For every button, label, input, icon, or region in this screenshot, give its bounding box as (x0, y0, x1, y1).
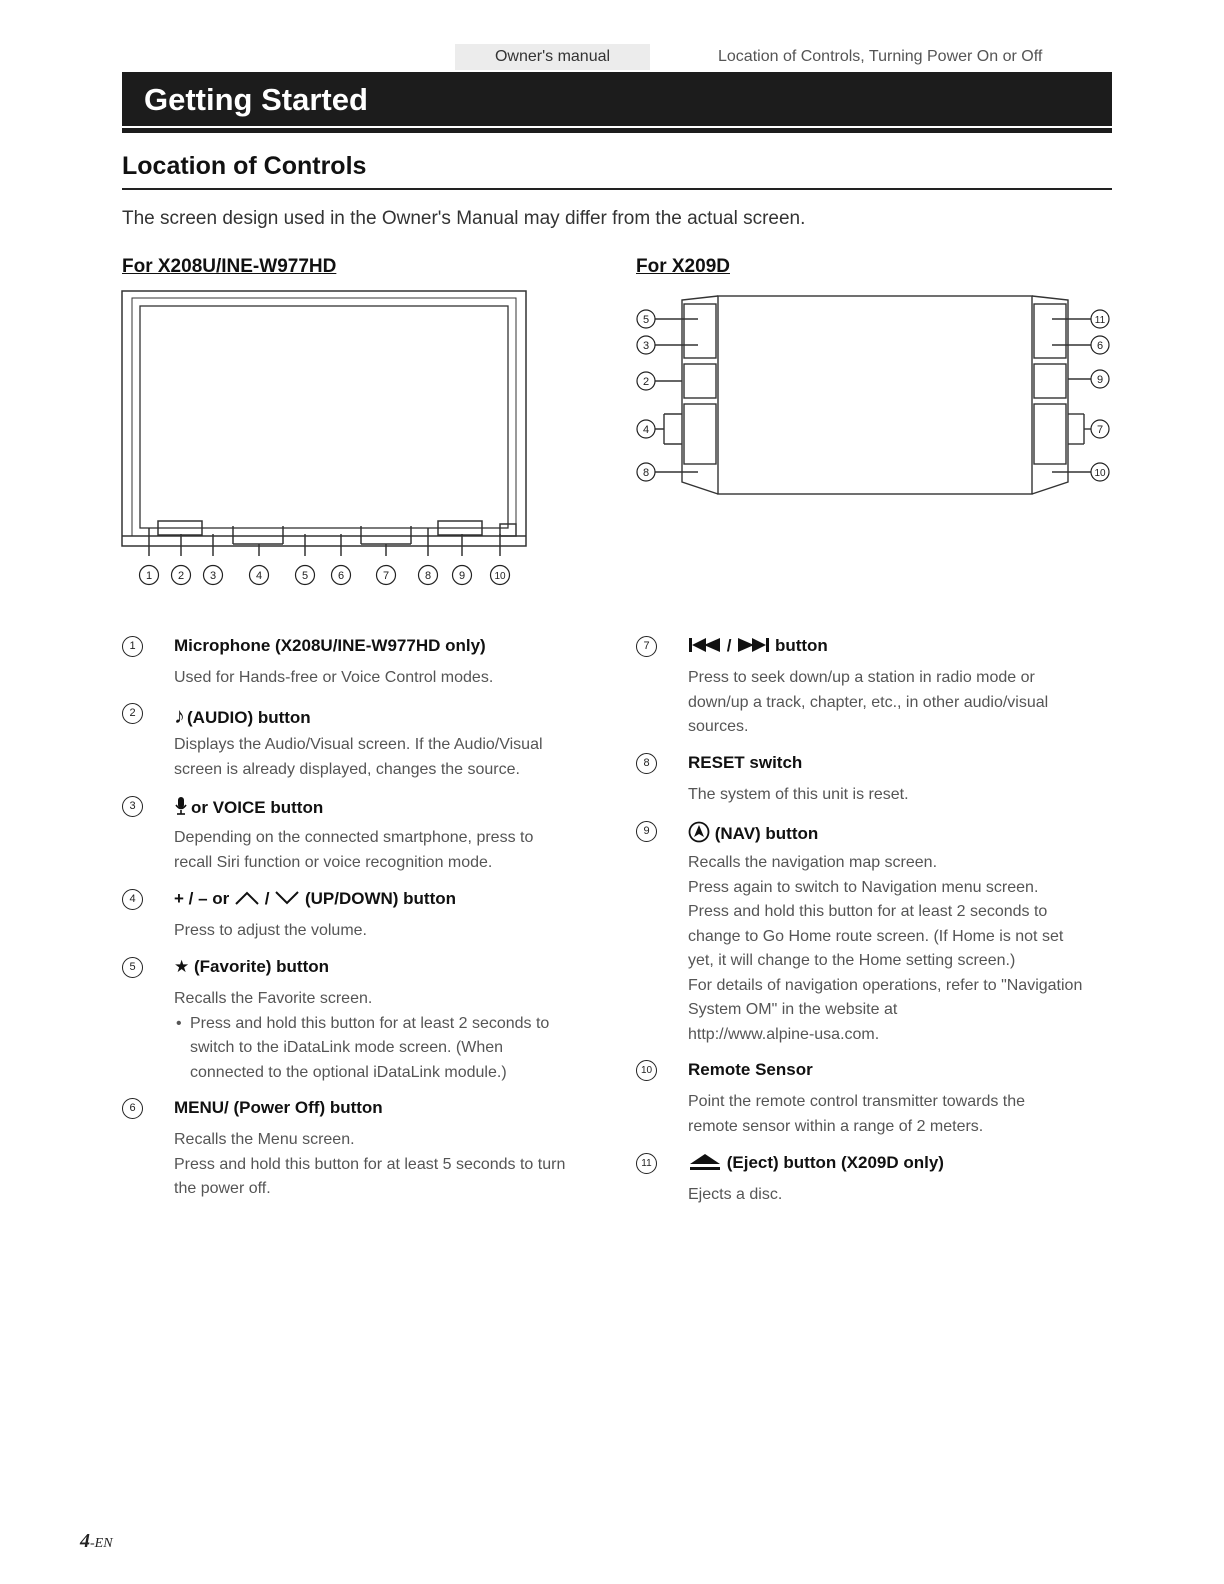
diagram-x208u (118, 288, 530, 593)
item-text: change to Go Home route screen. (If Home is not set (688, 927, 1064, 945)
svg-text:3: 3 (642, 340, 650, 352)
item-text: Press and hold this button for at least 5 seconds to turn (174, 1155, 566, 1173)
svg-text:8: 8 (424, 570, 432, 582)
item-number: 7 (636, 636, 657, 657)
item-title: or VOICE button (191, 798, 324, 817)
up-icon (234, 891, 260, 905)
eject-icon (688, 1153, 722, 1171)
item-bullet: • Press and hold this button for at least 2 seconds to (176, 1014, 550, 1032)
model-label-right: For X209D (636, 256, 730, 277)
item-number: 10 (636, 1060, 657, 1081)
callout-r9 (1091, 370, 1109, 388)
item-title: MENU/ (Power Off) button (174, 1098, 383, 1117)
svg-text:9: 9 (1096, 374, 1104, 386)
item-bullet-cont: connected to the optional iDataLink module.) (190, 1063, 507, 1081)
item-text: down/up a track, chapter, etc., in other audio/visual (688, 693, 1049, 711)
item-text: Point the remote control transmitter towards the (688, 1093, 1026, 1110)
callout-r8 (637, 463, 655, 481)
skip-back-icon (688, 637, 722, 653)
svg-text:1: 1 (145, 570, 153, 582)
callout-1 (140, 566, 159, 585)
item-number: 2 (122, 703, 143, 724)
callout-2 (172, 566, 191, 585)
svg-text:7: 7 (382, 570, 390, 582)
item-number: 5 (122, 957, 143, 978)
svg-text:11: 11 (1094, 315, 1106, 326)
item-title: Microphone (X208U/INE-W977HD only) (174, 636, 486, 655)
svg-text:4: 4 (642, 424, 650, 436)
item-text: Recalls the Menu screen. (174, 1131, 355, 1148)
diagram-x209d (632, 292, 1116, 502)
callout-r10 (1091, 463, 1109, 481)
item-number: 6 (122, 1098, 143, 1119)
header-section-label: Location of Controls, Turning Power On or Off (718, 48, 1043, 65)
item-text: Press and hold this button for at least 2 seconds to (688, 903, 1048, 920)
svg-text:5: 5 (642, 314, 650, 326)
item-text: http://www.alpine-usa.com. (688, 1025, 880, 1043)
star-icon: ★ (174, 957, 190, 976)
item-text: For details of navigation operations, refer to "Navigation (688, 976, 1083, 994)
item-title-prefix: + / – or (174, 889, 230, 908)
item-text: Displays the Audio/Visual screen. If the Audio/Visual (174, 736, 543, 753)
item-text: remote sensor within a range of 2 meters. (688, 1117, 984, 1135)
svg-text:2: 2 (642, 376, 650, 388)
svg-text:5: 5 (301, 570, 309, 582)
item-text: Recalls the Favorite screen. (174, 990, 373, 1007)
page-suffix: -EN (90, 1536, 113, 1551)
callout-5 (296, 566, 315, 585)
nav-icon (688, 821, 710, 843)
item-bullet-cont: switch to the iDataLink mode screen. (When (190, 1039, 504, 1056)
svg-text:7: 7 (1096, 424, 1104, 436)
item-number: 8 (636, 753, 657, 774)
item-text: System OM" in the website at (688, 1001, 898, 1018)
music-note-icon: ♪ (174, 703, 185, 728)
svg-text:10: 10 (1094, 468, 1106, 479)
chapter-banner (122, 72, 1112, 126)
item-number: 4 (122, 889, 143, 910)
item-text: Press again to switch to Navigation menu screen. (688, 878, 1039, 896)
section-title: Location of Controls (122, 152, 367, 180)
item-text: sources. (688, 718, 749, 735)
callout-6 (332, 566, 351, 585)
svg-text:6: 6 (1096, 340, 1104, 352)
screen-area (140, 306, 508, 528)
callout-10 (491, 566, 510, 585)
item-text: Depending on the connected smartphone, press to (174, 829, 534, 846)
svg-text:10: 10 (494, 571, 506, 582)
item-text: recall Siri function or voice recognition mode. (174, 853, 493, 871)
callout-r4 (637, 420, 655, 438)
item-title: RESET switch (688, 753, 803, 772)
item-title: (NAV) button (714, 824, 819, 843)
callout-9 (453, 566, 472, 585)
item-text: the power off. (174, 1180, 271, 1197)
callout-r7 (1091, 420, 1109, 438)
item-number: 9 (636, 821, 657, 842)
item-title: (UP/DOWN) button (304, 889, 457, 908)
down-icon (274, 891, 300, 905)
callout-r11 (1091, 310, 1109, 328)
callout-4 (250, 566, 269, 585)
item-text: Ejects a disc. (688, 1186, 783, 1203)
item-text: Used for Hands-free or Voice Control modes. (174, 669, 494, 686)
callout-3 (204, 566, 223, 585)
svg-text:2: 2 (177, 570, 185, 582)
item-number: 1 (122, 636, 143, 657)
model-label-left: For X208U/INE-W977HD (122, 256, 337, 277)
page-number (80, 1530, 113, 1553)
callout-r6 (1091, 336, 1109, 354)
svg-text:9: 9 (458, 570, 466, 582)
item-title-separator: / (264, 889, 270, 908)
item-text: yet, it will change to the Home setting screen.) (688, 952, 1016, 969)
callout-7 (377, 566, 396, 585)
callout-r2 (637, 372, 655, 390)
page-number-value: 4 (80, 1530, 90, 1552)
banner-rule (122, 128, 1112, 133)
section-rule (122, 188, 1112, 190)
callout-8 (419, 566, 438, 585)
item-title: (Favorite) button (193, 957, 330, 976)
microphone-icon (174, 796, 188, 816)
item-text: Press to seek down/up a station in radio mode or (688, 669, 1035, 686)
item-title: (AUDIO) button (187, 708, 311, 727)
item-text: screen is already displayed, changes the source. (174, 760, 520, 778)
item-title-separator: / (726, 636, 732, 655)
item-number: 11 (636, 1153, 657, 1174)
item-text: The system of this unit is reset. (688, 786, 909, 803)
intro-text: The screen design used in the Owner's Manual may differ from the actual screen. (122, 208, 806, 229)
callout-r3 (637, 336, 655, 354)
svg-text:3: 3 (209, 570, 217, 582)
chapter-title: Getting Started (144, 82, 368, 117)
item-text: Press to adjust the volume. (174, 922, 367, 939)
svg-text:6: 6 (337, 570, 345, 582)
item-title: Remote Sensor (688, 1060, 813, 1079)
unit-frame-right (718, 296, 1032, 494)
callout-r5 (637, 310, 655, 328)
item-number: 3 (122, 796, 143, 817)
svg-text:4: 4 (255, 570, 263, 582)
header-manual-label: Owner's manual (455, 44, 650, 70)
item-title: (Eject) button (X209D only) (726, 1153, 944, 1172)
svg-text:8: 8 (642, 467, 650, 479)
item-text: Recalls the navigation map screen. (688, 854, 938, 871)
unit-frame (122, 291, 526, 546)
skip-forward-icon (736, 637, 770, 653)
item-title: button (774, 636, 828, 655)
